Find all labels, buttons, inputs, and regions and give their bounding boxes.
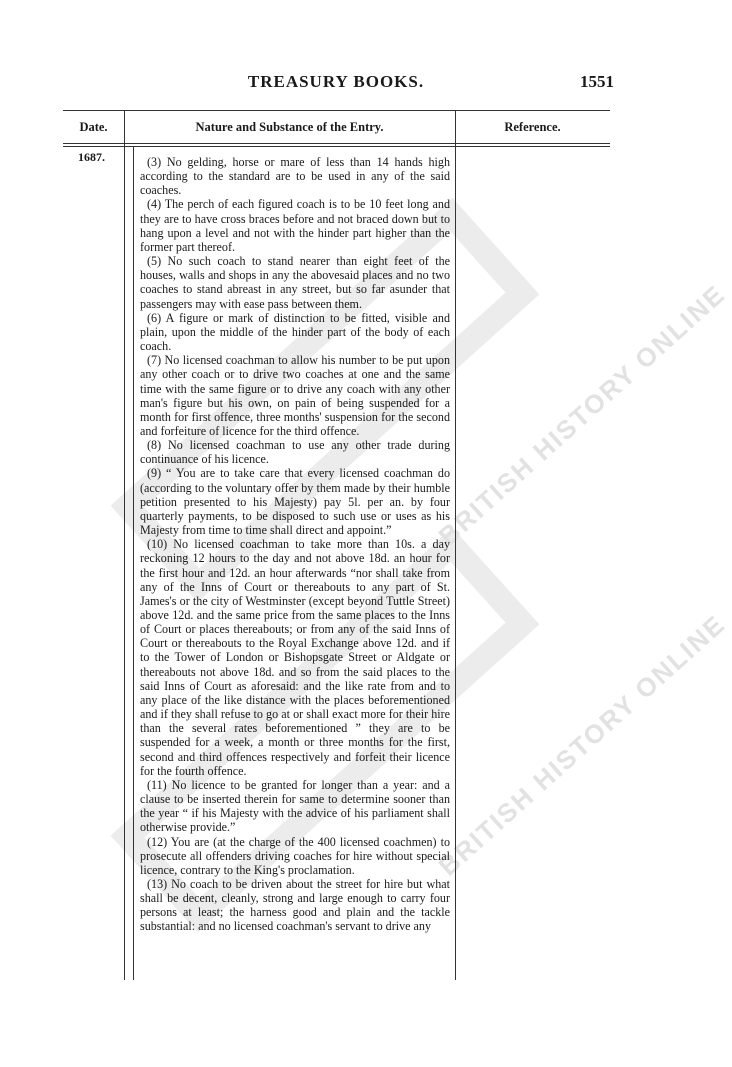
column-divider-inner [133,146,134,980]
paragraph: (10) No licensed coachman to take more than 10s. a day reckoning 12 hours to the day and not above 18d. an hour for the first hour and 12d. an hour afterwards “nor shall take from any of the Inns of Court or thereabouts to any part of St. James's or the city of Westminster (except beyond Tuttle Street) above 12d. and the same price from the same places to the Inns of Court or places thereabouts; or from any of the said Inns of Court or thereabouts to the Royal Exchange above 12d. and if to the Tower of London or Bishopsgate Street or Aldgate or thereabouts not above 18d. and so from the said places to the said Inns of Court as aforesaid: and the like rate from and to any place of the like distance with the places beforementioned and if they shall refuse to go at or shall exact more for their hire than the several rates beforementioned ” they are to be suspended for a week, a month or three months for the first, second and third offences respectively and forfeit their licence for the fourth offence. [140,537,450,778]
table-header-rule [63,143,610,144]
paragraph: (9) “ You are to take care that every licensed coachman do (according to the voluntary offer by them made by their humble petition presented to his Majesty) pay 5l. per an. by four quarterly payments, to be disposed to such use or uses as his Majesty from time to time shall direct and appoint.” [140,466,450,538]
table-header-rule-double [63,146,610,147]
entry-year: 1687. [78,150,105,164]
paragraph: (4) The perch of each figured coach is to be 10 feet long and they are to have cross braces before and not braced down but to hang upon a level and not with the hinder part higher than the former part thereof. [140,197,450,254]
paragraph: (12) You are (at the charge of the 400 licensed coachmen) to prosecute all offenders driving coaches for hire without special licence, contrary to the King's proclamation. [140,834,450,877]
paragraph: (6) A figure or mark of distinction to be fitted, visible and plain, upon the middle of the hinder part of the body of each coach. [140,310,450,354]
watermark-text-lower: BRITISH HISTORY ONLINE [432,608,731,882]
watermark-text-upper: BRITISH HISTORY ONLINE [432,278,731,552]
paragraph: (8) No licensed coachman to use any other trade during continuance of his licence. [140,438,450,467]
paragraph: (3) No gelding, horse or mare of less than 14 hands high according to the standard are to be used in any of the said coaches. [140,155,450,198]
column-header-nature: Nature and Substance of the Entry. [195,120,384,134]
column-divider-reference [455,110,456,980]
paragraph: (5) No such coach to stand nearer than eight feet of the houses, walls and shops in any the abovesaid places and no two coaches to stand abreast in any street, but so far asunder that passengers may with ease pass between them. [140,254,450,311]
paragraph: (11) No licence to be granted for longer than a year: and a clause to be inserted therein for same to determine sooner than the year “ if his Majesty with the advice of his parliament shall otherwise provide.” [140,777,450,835]
page-number: 1551 [580,72,614,91]
column-divider-date [124,110,125,980]
paragraph: (13) No coach to be driven about the street for hire but what shall be decent, cleanly, strong and large enough to carry four persons at least; the harness good and plain and the tackle substantial: and no licensed coachman's servant to drive any [140,876,450,934]
entry-text [140,155,450,934]
table-top-rule [63,110,610,111]
column-header-date: Date. [79,120,108,134]
running-head-title: TREASURY BOOKS. [247,72,425,91]
paragraph: (7) No licensed coachman to allow his number to be put upon any other coach or to drive two coaches at one and the same time with the same figure or to drive any coach with any other man's figure but his own, on pain of being suspended for a month for first offence, three months' suspension for the second and forfeiture of licence for the third offence. [140,353,450,438]
column-header-reference: Reference. [504,120,561,134]
